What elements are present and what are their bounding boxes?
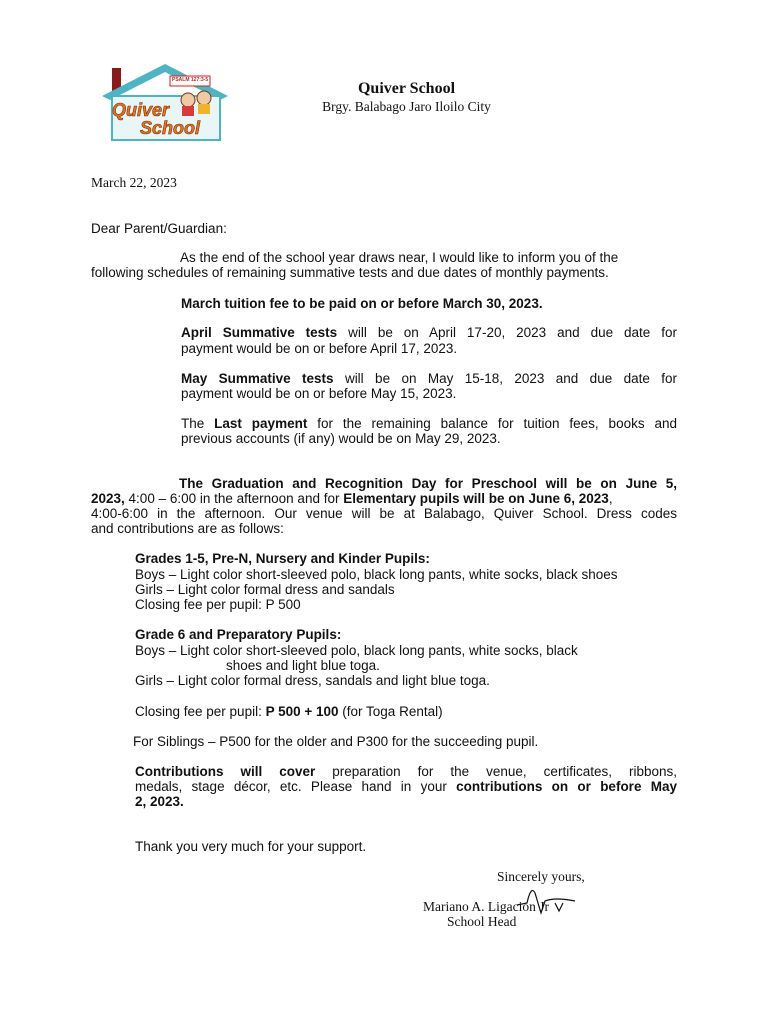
siblings-note: For Siblings – P500 for the older and P300 for the succeeding pupil. bbox=[133, 734, 539, 749]
signer-name: Mariano A. Ligacion Jr bbox=[423, 899, 549, 914]
contributions-label: Contributions will cover bbox=[135, 764, 316, 779]
signer-title: School Head bbox=[447, 914, 517, 929]
logo-text-quiver: Quiver bbox=[112, 100, 170, 120]
april-tests-detail: will be on April 17-20, 2023 and due date for bbox=[337, 325, 678, 340]
salutation: Dear Parent/Guardian: bbox=[91, 221, 227, 236]
last-payment-label: Last payment bbox=[214, 416, 308, 431]
group1-girls: Girls – Light color formal dress and sandals bbox=[135, 582, 395, 597]
school-name: Quiver School bbox=[357, 80, 456, 97]
group1-fee: Closing fee per pupil: P 500 bbox=[135, 597, 301, 612]
last-payment-line-1 bbox=[181, 416, 677, 431]
last-payment-line-2: previous accounts (if any) would be on May 29, 2023. bbox=[181, 431, 501, 446]
last-payment-prefix: The bbox=[181, 416, 215, 431]
contributions-deadline: contributions on or before May bbox=[456, 779, 677, 794]
may-tests-detail: will be on May 15-18, 2023 and due date for bbox=[333, 371, 677, 386]
may-tests-line-2: payment would be on or before May 15, 2023. bbox=[181, 386, 457, 401]
graduation-line-3: 4:00-6:00 in the afternoon. Our venue will be at Balabago, Quiver School. Dress codes bbox=[91, 506, 677, 521]
may-tests-label: May Summative tests bbox=[181, 371, 334, 386]
group2-heading: Grade 6 and Preparatory Pupils: bbox=[135, 627, 342, 642]
contributions-line-3: 2, 2023. bbox=[135, 794, 184, 809]
graduation-line-2 bbox=[91, 491, 613, 506]
graduation-year: 2023, bbox=[91, 491, 125, 506]
group2-boys: Boys – Light color short-sleeved polo, black long pants, white socks, black bbox=[135, 643, 578, 658]
logo-text-school: School bbox=[140, 118, 201, 138]
group2-fee-note: (for Toga Rental) bbox=[338, 704, 443, 719]
last-payment-detail: for the remaining balance for tuition fees, books and bbox=[307, 416, 677, 431]
group2-fee-amount: P 500 + 100 bbox=[265, 704, 339, 719]
april-tests-label: April Summative tests bbox=[181, 325, 338, 340]
march-fee-notice: March tuition fee to be paid on or before March 30, 2023. bbox=[181, 296, 543, 311]
contributions-detail: preparation for the venue, certificates, ribbons, bbox=[315, 764, 677, 779]
thanks-line: Thank you very much for your support. bbox=[135, 839, 367, 854]
graduation-comma: , bbox=[608, 491, 613, 506]
contributions-detail-2: medals, stage décor, etc. Please hand in your bbox=[135, 779, 457, 794]
graduation-elementary-date: Elementary pupils will be on June 6, 2023 bbox=[343, 491, 609, 506]
intro-line-1: As the end of the school year draws near, I would like to inform you of the bbox=[180, 250, 619, 265]
contributions-line-1 bbox=[135, 764, 677, 779]
group1-heading: Grades 1-5, Pre-N, Nursery and Kinder Pupils: bbox=[135, 551, 430, 566]
school-address: Brgy. Balabago Jaro Iloilo City bbox=[322, 99, 491, 114]
intro-line-2: following schedules of remaining summative tests and due dates of monthly payments. bbox=[91, 265, 609, 280]
april-tests-line-1 bbox=[181, 325, 677, 340]
valediction: Sincerely yours, bbox=[497, 869, 585, 884]
may-tests-line-1 bbox=[181, 371, 677, 386]
group2-fee-label: Closing fee per pupil: bbox=[135, 704, 266, 719]
group2-fee bbox=[135, 704, 443, 719]
contributions-line-2 bbox=[135, 779, 677, 794]
graduation-preschool-time: 4:00 – 6:00 in the afternoon and for bbox=[124, 491, 344, 506]
group1-boys: Boys – Light color short-sleeved polo, black long pants, white socks, black shoes bbox=[135, 567, 618, 582]
letter-date: March 22, 2023 bbox=[91, 175, 177, 190]
logo-ribbon-text: PSALM 127:3-5 bbox=[172, 77, 209, 83]
april-tests-line-2: payment would be on or before April 17, 2023. bbox=[181, 341, 458, 356]
graduation-line-1: The Graduation and Recognition Day for Preschool will be on June 5, bbox=[179, 476, 677, 491]
group2-boys-cont: shoes and light blue toga. bbox=[226, 658, 380, 673]
graduation-line-4: and contributions are as follows: bbox=[91, 521, 284, 536]
signature-icon bbox=[515, 883, 585, 918]
group2-girls: Girls – Light color formal dress, sandals and light blue toga. bbox=[135, 673, 490, 688]
